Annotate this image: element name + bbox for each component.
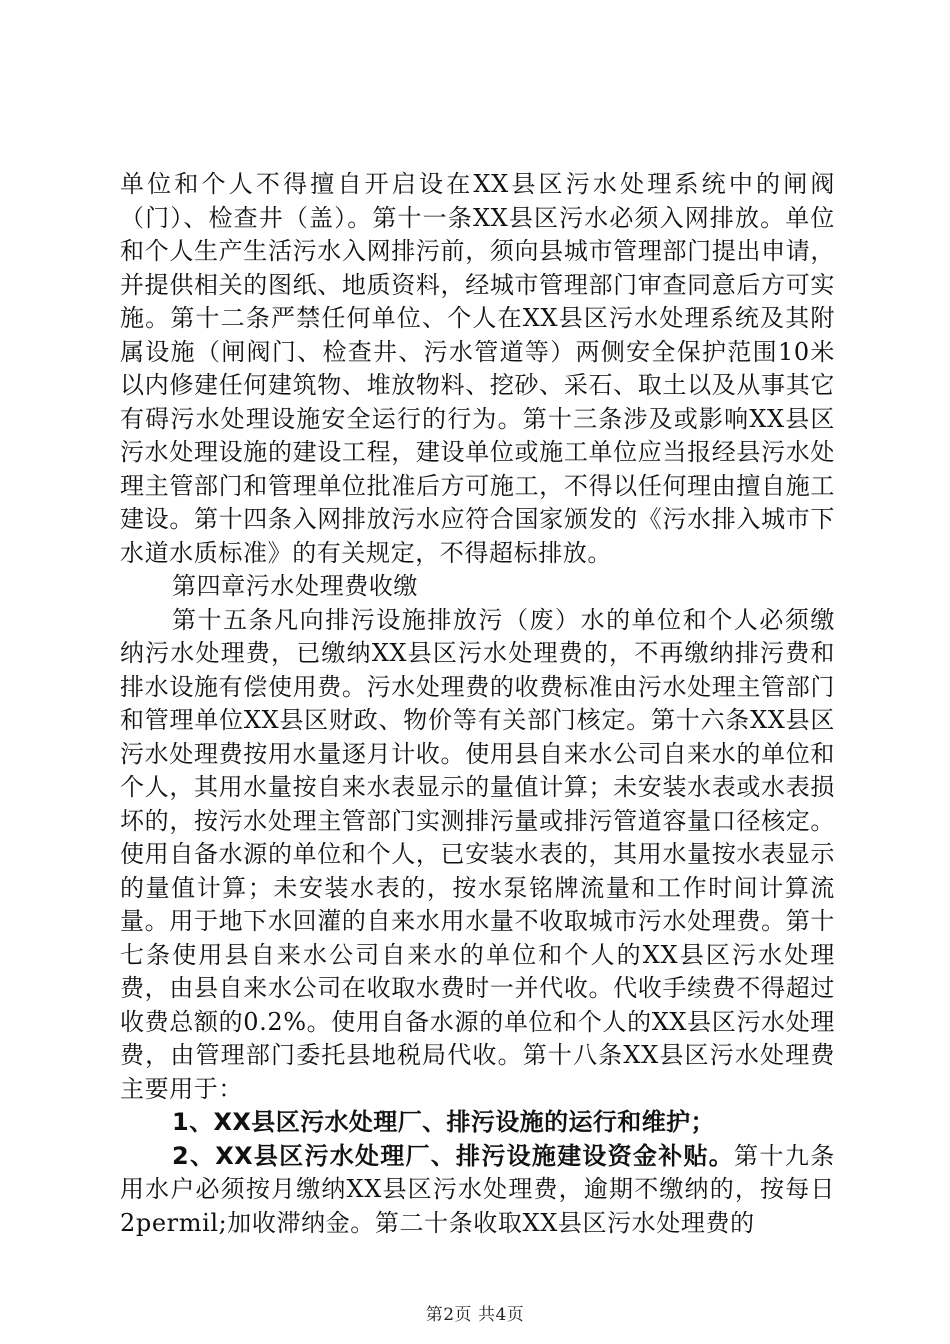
page-footer: 第2页 共4页 [425, 1305, 525, 1325]
chapter-heading: 第四章污水处理费收缴 [172, 572, 418, 600]
paragraph-regulations-continued: 单位和个人不得擅自开启设在XX县区污水处理系统中的闸阀（门）、检查井（盖）。第十一条XX县区污水必须入网排放。单位和个人生产生活污水入网排污前，须向县城市管理部门提出申请，并提供相关的图纸、地质资料，经城市管理部门审查同意后方可实施。第十二条严禁任何单位、个人在XX县区污水处理系统及其附属设施（闸阀门、检查井、污水管道等）两侧安全保护范围10米以内修建任何建筑物、堆放物料、挖砂、采石、取土以及从事其它有碍污水处理设施安全运行的行为。第十三条涉及或影响XX县区污水处理设施的建设工程，建设单位或施工单位应当报经县污水处理主管部门和管理单位批准后方可施工，不得以任何理由擅自施工建设。第十四条入网排放污水应符合国家颁发的《污水排入城市下水道水质标准》的有关规定，不得超标排放。 [120, 170, 835, 567]
list-item-usage-1: 1、XX县区污水处理厂、排污设施的运行和维护； [172, 1108, 715, 1136]
paragraph-usage-2 [120, 1140, 835, 1241]
paragraph-fee-collection: 第十五条凡向排污设施排放污（废）水的单位和个人必须缴纳污水处理费，已缴纳XX县区污水处理费的，不再缴纳排污费和排水设施有偿使用费。污水处理费的收费标准由污水处理主管部门和管理单位XX县区财政、物价等有关部门核定。第十六条XX县区污水处理费按用水量逐月计收。使用县自来水公司自来水的单位和个人，其用水量按自来水表显示的量值计算；未安装水表或水表损坏的，按污水处理主管部门实测排污量或排污管道容量口径核定。使用自备水源的单位和个人，已安装水表的，其用水量按水表显示的量值计算；未安装水表的，按水泵铭牌流量和工作时间计算流量。用于地下水回灌的自来水用水量不收取城市污水处理费。第十七条使用县自来水公司自来水的单位和个人的XX县区污水处理费，由县自来水公司在收取水费时一并代收。代收手续费不得超过收费总额的0.2%。使用自备水源的单位和个人的XX县区污水处理费，由管理部门委托县地税局代收。第十八条XX县区污水处理费主要用于： [120, 605, 835, 1103]
list-item-usage-2-lead: 2、XX县区污水处理厂、排污设施建设资金补贴。 [172, 1141, 734, 1170]
list-item-usage-2-rest: 第十九条用水户必须按月缴纳XX县区污水处理费，逾期不缴纳的，按每日2permil;加收滞纳金。第二十条收取XX县区污水处理费的 [120, 1141, 836, 1237]
document-body [120, 168, 835, 1240]
